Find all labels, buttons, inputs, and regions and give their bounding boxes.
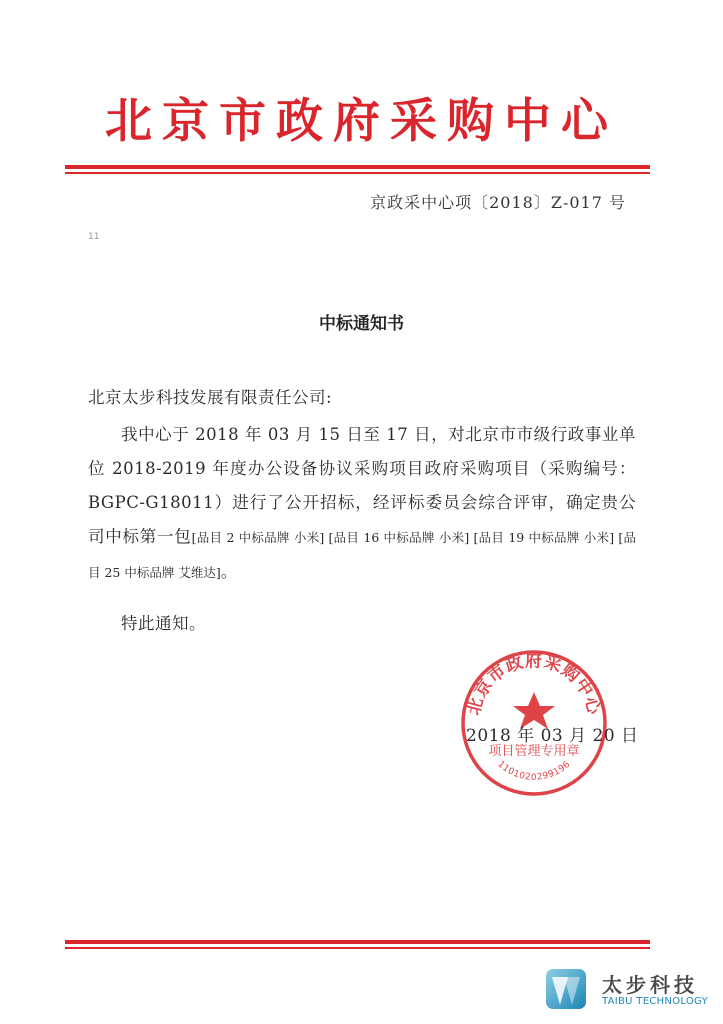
stray-mark: 11 xyxy=(88,232,100,242)
recipient-line: 北京太步科技发展有限责任公司: xyxy=(88,388,333,407)
watermark-english: TAIBU TECHNOLOGY xyxy=(602,996,709,1007)
signature-date: 2018 年 03 月 20 日 xyxy=(466,726,639,746)
letterhead-rule-thin xyxy=(65,172,650,174)
document-number: 京政采中心项〔2018〕Z-017 号 xyxy=(370,193,626,212)
taibu-logo-icon xyxy=(546,969,586,1009)
main-paragraph xyxy=(88,418,636,590)
letterhead-title: 北京市政府采购中心 xyxy=(105,94,618,149)
closing-line: 特此通知。 xyxy=(121,614,206,633)
seal-ring-text: 北京市政府采购中心 xyxy=(464,651,604,718)
main-paragraph-text: 我中心于 2018 年 03 月 15 日至 17 日，对北京市市级行政事业单位 2018-2019 年度办公设备协议采购项目政府采购项目（采购编号：BGPC-G18011）进行了公开招标，经评标委员会综合评审，确定贵公司中标第一包 xyxy=(88,425,636,546)
seal-inner-text: 项目管理专用章 xyxy=(488,744,580,759)
footer-rule-thin xyxy=(65,947,650,949)
footer-rule-thick xyxy=(65,940,650,944)
letterhead-rule-thick xyxy=(65,165,650,169)
watermark-name: 太步科技 xyxy=(602,973,698,997)
seal-serial: 1101020299196 xyxy=(495,759,573,783)
awarded-items: [品目 2 中标品牌 小米] [品目 16 中标品牌 小米] [品目 19 中标品牌 小米] [品目 25 中标品牌 艾维达] xyxy=(88,530,636,580)
main-paragraph-end: 。 xyxy=(220,562,238,581)
document-title: 中标通知书 xyxy=(319,314,404,334)
